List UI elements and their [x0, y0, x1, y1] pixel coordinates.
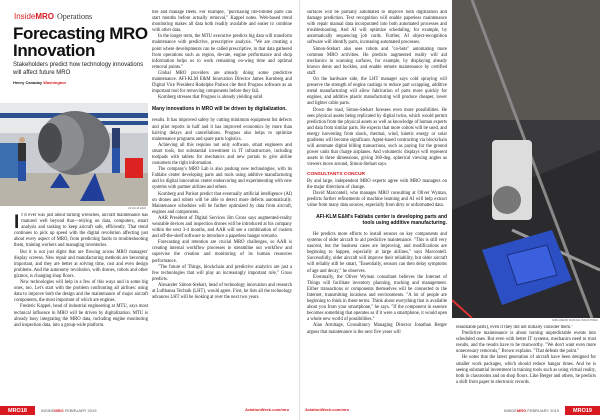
footer-url-link[interactable]: AviationWeek.com/mro [245, 407, 290, 412]
article-heading [13, 25, 161, 85]
byline [13, 80, 161, 85]
location: Washington [43, 80, 66, 85]
pub-name-bold: MRO [54, 408, 64, 413]
page-number: MRO18 [0, 406, 35, 415]
paragraph: New technologies will help in a few of this ways and in some big ones, too. Let's start with the problem confronting all airlines: using data to improve both the design and the maintenance of major aircraft components, the most important of which are engines. [14, 280, 148, 304]
page-gutter [299, 0, 301, 420]
paragraph: Forecasting and retention are crucial MRO challenges, so AAR is creating internal workflow processes to streamline our workflow and supervise the creation and monitoring of its human resources performance. [152, 240, 292, 264]
paragraph: Alexander Simon-Stehart, head of technology innovation and research at Lufthansa Technik (LHT), would agree. First, he lists all the technology advances LHT will be looking at over the next two years. [152, 282, 292, 301]
paragraph: He notes that the latest generation of aircraft have been designed for smaller work packages, which should reduce hangar times. And he is seeing substantial investment in training tools such as using virtual reality, both in classrooms and on shop floors. Like Berger and others, he predicts a shift from paper to electronic records. [456, 355, 596, 385]
paragraph: David Marcontell, who manages MRO consulting at Oliver Wyman, predicts further refinements of machine learning and AI will help extract value from many data sources, especially from dirty or unformatted data. [307, 190, 447, 208]
paragraph: In the longer term, the MTU executive predicts big data will transform maintenance with predictive, prescriptive analysis. "We are creating a point where developments can be called prescriptive, in that data gathered from operations such as region, de-rate, engine performance and shop information helps us to work remaining on-wing time and optimal removal points." [152, 34, 292, 70]
author: Henry Canaday [13, 80, 43, 85]
paragraph: Kornberg and Parisot predict that eventually artificial intelligence (AI) on drones and robots will be able to detect more defects automatically. Maintenance schedules will be further optimized by data from aircraft, engines and components. [152, 191, 292, 215]
pub-name-bold: MRO [516, 408, 527, 413]
paragraph: reasonable parts), even if they did not initially consider them." [456, 325, 574, 330]
brand-inside: Inside [14, 12, 36, 21]
issue-date: FEBRUARY 2019 [64, 408, 97, 413]
paragraph: Achieving all this requires not only software, smart engineers and smart tools, but substantial investment in IT infrastructure, including toolpads with tablets for mechanics and new portals to give airline customers the right information. [152, 142, 292, 167]
paragraph: "The future of Things, blockchain and predictive analytics are just a few technologies that will play an increasingly important role," Gross predicts. [152, 264, 292, 282]
engine-shop-photo [0, 103, 148, 206]
paragraph: Frederic Kappel, head of industrial engineering at MTU, says most technical influence in MRO will be driven by digitalization. MTU is already busy integrating the MRO data, including engine monitoring and inspection data, into a group-wide platform. [14, 304, 148, 328]
paragraph: By and large, independent MRO experts agree with MRO managers on the major directions of change. [307, 178, 447, 190]
paragraph: He predicts more efforts to install sensors on key components and systems of older aircraft to aid predictive maintenance. "This is still very nascent, but the business cases are improving, and modifications are beginning to happen, especially at large airlines," says Marcontell. Successfully, older aircraft will improve their reliability, but older aircraft will reliably still be smart, "Essentially, sensors can then delay symptoms of age and decay," he observes. [307, 232, 447, 274]
paragraph: Kornberg stresses that Prognos is already yielding solid [158, 95, 263, 101]
page-number: MRO19 [565, 406, 600, 415]
paragraph: f it ever was just about turning wrenches, aircraft maintenance has matured well beyond that—relying on data, computers, smart analysis and tasking to keep aircraft safe, efficiently. That trend continues to pick up speed with the digital revolution affecting just about every aspect of MRO, from predicting faults to troubleshooting them, training workers and managing inventories. [14, 213, 148, 249]
photo-credit: FABLAB/AIR FRANCE INDUSTRIES [551, 318, 598, 322]
section-header [14, 12, 92, 21]
publication-date [504, 408, 559, 413]
article-title: Forecasting MRO Innovation [13, 24, 148, 60]
column-4 [456, 325, 596, 401]
column-1 [14, 213, 148, 401]
footer-url-link[interactable]: AviationWeek.com/mro [305, 407, 350, 412]
article-deck: Stakeholders predict how technology innovations will affect future MRO [13, 62, 144, 76]
paragraph: Alan Armitage, Consultancy Managing Director Jonathan Berger argues that maintenance is the next five years will [307, 323, 447, 335]
pub-name-light: INSIDE [40, 408, 55, 413]
paragraph: Eventually, the Oliver Wyman consultant believes the Internet of Things will facilitate inventory planning, tracking and management. Either transactions or components themselves will be connected to the Internet, transmitting locations and environments. "A lot of people are beginning to think in these terms. Think about everything that is available about you from your smartphone," he says. "If the component in essence becomes something that operates as if it were a smartphone, it would open a whole new world of possibilities." [307, 274, 447, 323]
paragraph: On the hardware side, the LHT manager says cold spraying will preserve the strength of engine castings to reduce part scrapping, additive metal manufacturing will allow fabrication of parts more quickly for engines, and additive plastic manufacturing will produce cheaper, lower and lighter cabin parts. [307, 77, 447, 107]
pull-quote: Many innovations in MRO will be driven by digitalization. [152, 106, 287, 113]
subhead: CONSULTANTS CONCUR [307, 172, 365, 178]
publication-date [41, 408, 96, 413]
paragraph: results. It has improved safety by cutting minimum equipment list defects and pilot reports in half and it has improved economics by more than halving delays and cancellations. Prognos also helps to optimize maintenance programs and spare parts logistics. [152, 118, 292, 142]
paragraph: AAR President of Digital Services Jim Gross says augmented-reality wearable devices and inspection drones will be introduced at his company within the next 3-4 months, and AAR will see a combination of custom and off-the-shelf software to introduce a paperless hangar scenario. [152, 215, 292, 240]
paragraph: Simon-Stehart also sees robots and "co-bots" automating more common MRO activities. He predicts augmented reality will aid mechanics in scanning surfaces, for example, by displaying already known dents and buckles, and enable remote maintenance by certified staff. [307, 46, 447, 76]
paragraph: ties and manage fleets. For example, "purchasing life-limited parts can start months before actually removal," Kappel notes. Web-based trend monitoring makes all data both readily available and easier to combine with other data. [152, 10, 292, 34]
paragraph: Down the road, Simon-Stehart foresees even more possibilities. He sees physical assets being replicated by digital twins, which would permit prediction from the physical assets as well as knowledge of human experts and data from similar parts. He expects that more cobots will be used, and energy harvesting from shock, thermal, wind, kinetic energy or solar gradients will become significant. Agent-based contracting via blockchain will automate digital billing transactions, such as paying for the ground power units that charge airplanes. And volumetric displays will represent assets in three dimensions, giving 360-deg. spherical viewing angles as viewers move around, Simon-Stehart says. [307, 107, 447, 168]
pub-name-light: INSIDE [503, 408, 517, 413]
right-footer [498, 406, 600, 415]
issue-date: FEBRUARY 2019 [527, 408, 560, 413]
photo-credit: AFI-KLM E&M [128, 206, 146, 210]
drop-cap: I [14, 213, 20, 233]
section-name: Operations [57, 12, 93, 21]
pull-quote: AFI-KLM E&M's Fablabs center is developing parts and tools using additive manufacturing. [316, 214, 447, 226]
left-footer [0, 406, 102, 415]
paragraph: surfaces will be partially automated to improve both digitization and damage prediction. Text recognition will enable paperless maintenance with repair manual data incorporated into both automated processes and troubleshooting. And AI will optimize scheduling, for example, by automatically sequencing job cards. Further, AI object-recognition software will identify parts, increasing automated processes. [307, 10, 447, 46]
column-2 [152, 10, 292, 401]
paragraph: The company's MRO Lab is also pushing new technologies, with its Fablabs center developing parts and tools using additive manufacturing and its digital innovation center endeavoring and experimenting with new systems with partner airlines and others. [152, 167, 292, 191]
paragraph: Global MRO providers are already doing some predictive maintenance. AFI-KLM E&M Innovation Director James Kornberg and Digital Vice President Rodolphe Parisot cite their Prognos software as an important tool for removing components before they fail. [152, 70, 292, 95]
column-3 [307, 10, 447, 401]
paragraph: Predictive maintenance is about turning unpredictable events into scheduled ones. But even with better IT systems, mechanics need to trust results, and the results have to be trustworthy. "We don't want even more unnecessary removals," Brown explains. "That defeats the point." [456, 331, 596, 355]
3d-printer-photo [452, 0, 600, 318]
brand-mro: MRO [35, 12, 55, 21]
paragraph: But it is not just digits that are flowing across MRO managers' display screens. New repair and manufacturing methods are becoming important, and they are better at solving time, cost and even design problems. And the autonomy revolution, with drones, robots and other gizmos, is changing shop floors. [14, 249, 148, 279]
